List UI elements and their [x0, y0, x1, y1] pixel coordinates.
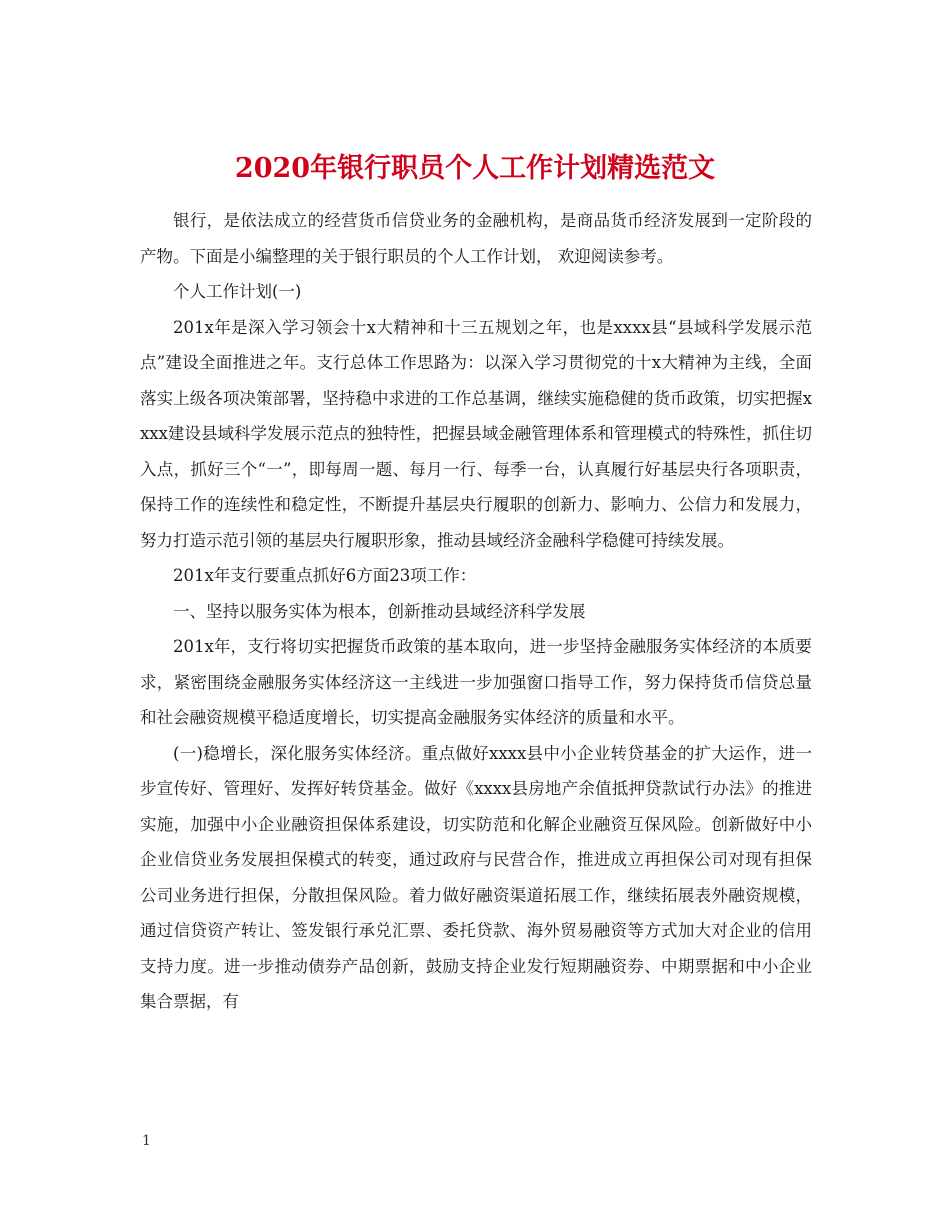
document-body — [140, 203, 812, 1020]
paragraph-part-one-heading: 一、坚持以服务实体为根本，创新推动县域经济科学发展 — [173, 601, 586, 621]
paragraph-stable-growth: (一)稳增长，深化服务实体经济。重点做好xxxx县中小企业转贷基金的扩大运作，进一步宣传好、管理好、发挥好转贷基金。做好《xxxx县房地产余值抵押贷款试行办法》的推进实施，加强中小企业融资担保体系建设，切实防范和化解企业融资互保风险。创新做好中小企业信贷业务发展担保模式的转变，通过政府与民营合作，推进成立再担保公司对现有担保公司业务进行担保，分散担保风险。着力做好融资渠道拓展工作，继续拓展表外融资规模，通过信贷资产转让、签发银行承兑汇票、委托贷款、海外贸易融资等方式加大对企业的信用支持力度。进一步推动债券产品创新，鼓励支持企业发行短期融资券、中期票据和中小企业集合票据，有 — [140, 743, 812, 1011]
paragraph-intro: 银行，是依法成立的经营货币信贷业务的金融机构，是商品货币经济发展到一定阶段的产物。下面是小编整理的关于银行职员的个人工作计划， 欢迎阅读参考。 — [140, 211, 812, 266]
paragraph-section-heading: 个人工作计划(一) — [173, 282, 302, 301]
document-title: 2020年银行职员个人工作计划精选范文 — [234, 153, 716, 185]
page-number: 1 — [142, 1133, 151, 1149]
paragraph-part-one-body: 201x年，支行将切实把握货币政策的基本取向，进一步坚持金融服务实体经济的本质要求，紧密围绕金融服务实体经济这一主线进一步加强窗口指导工作，努力保持货币信贷总量和社会融资规模平稳适度增长，切实提高金融服务实体经济的质量和水平。 — [140, 637, 812, 727]
paragraph-key-tasks: 201x年支行要重点抓好6方面23项工作： — [173, 566, 477, 585]
paragraph-overview: 201x年是深入学习领会十x大精神和十三五规划之年，也是xxxx县“县域科学发展示范点”建设全面推进之年。支行总体工作思路为：以深入学习贯彻党的十x大精神为主线，全面落实上级各项决策部署，坚持稳中求进的工作总基调，继续实施稳健的货币政策，切实把握xxxx建设县域科学发展示范点的独特性，把握县域金融管理体系和管理模式的特殊性，抓住切入点，抓好三个“一”，即每周一题、每月一行、每季一台，认真履行好基层央行各项职责，保持工作的连续性和稳定性，不断提升基层央行履职的创新力、影响力、公信力和发展力，努力打造示范引领的基层央行履职形象，推动县域经济金融科学稳健可持续发展。 — [140, 317, 812, 550]
